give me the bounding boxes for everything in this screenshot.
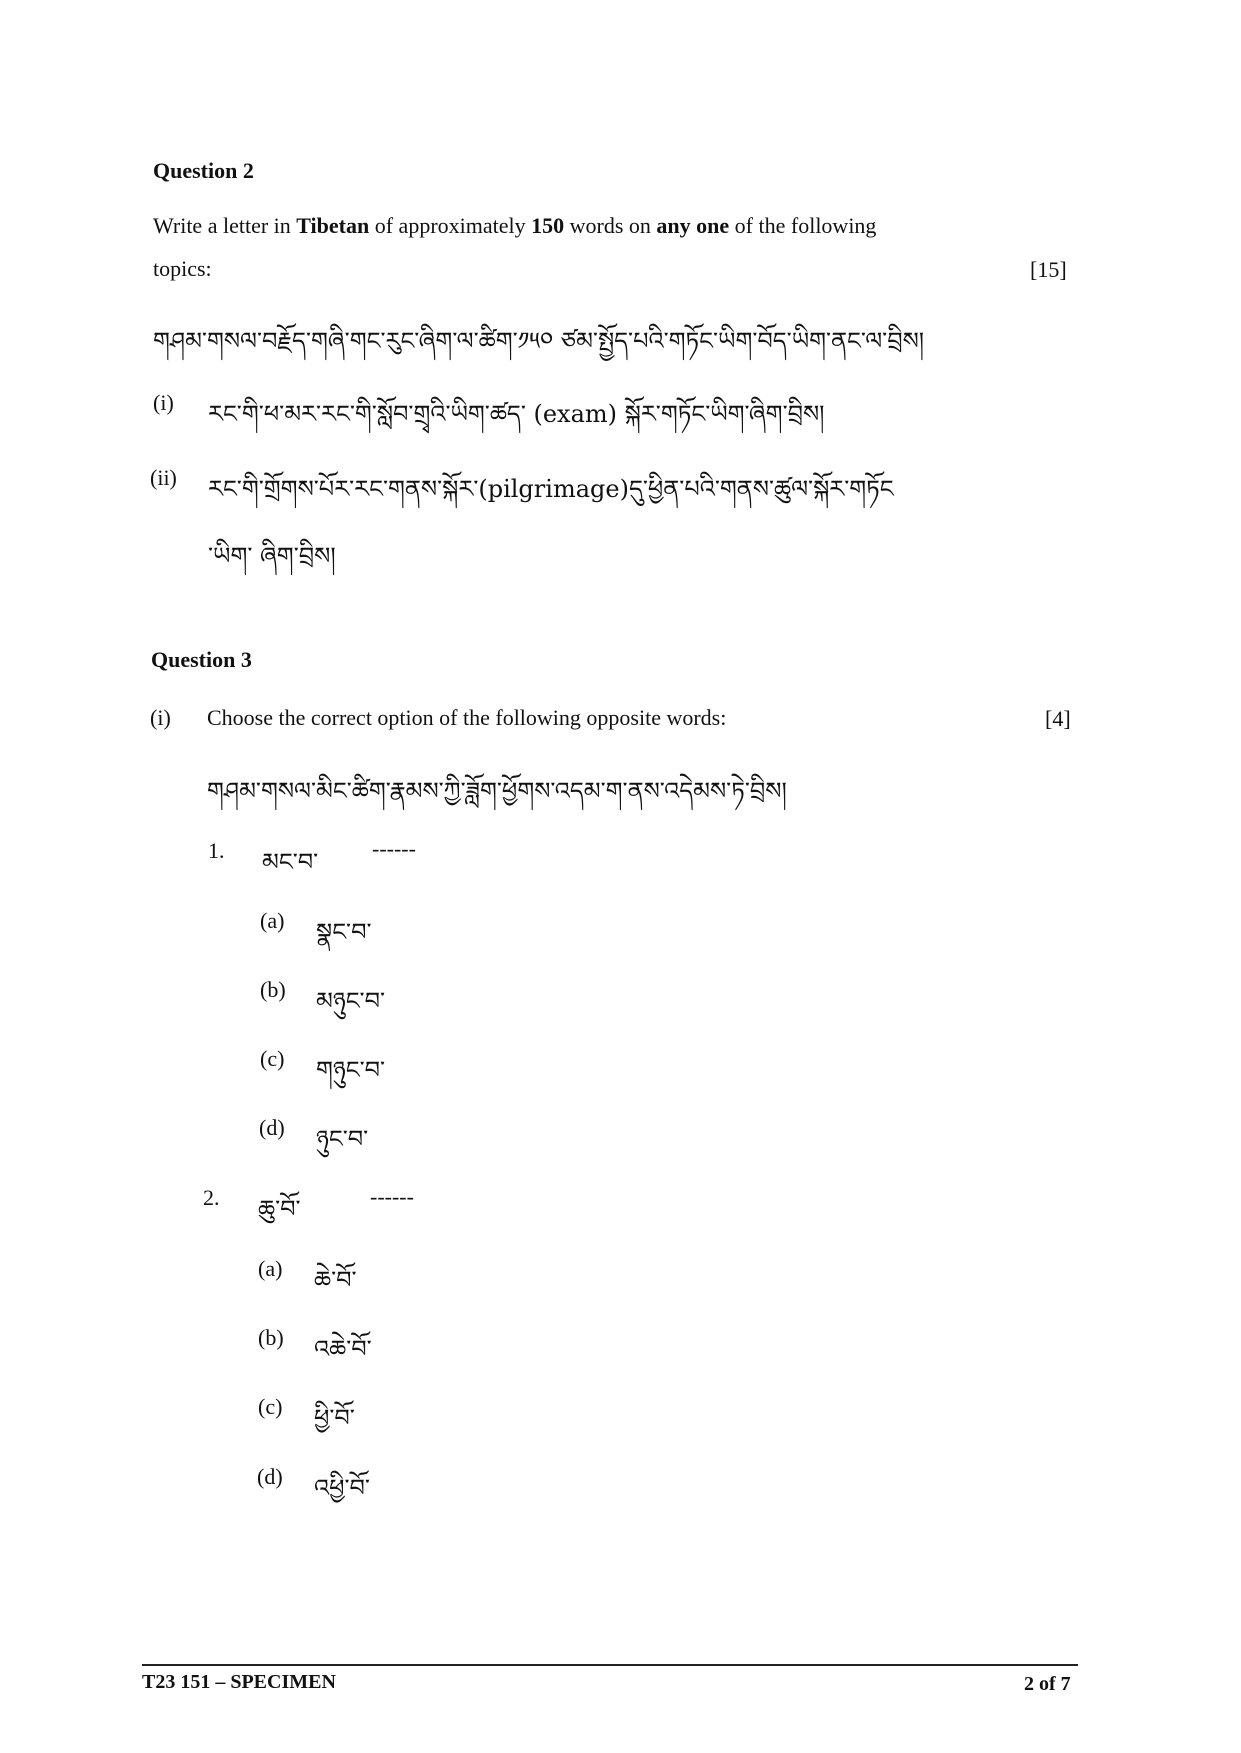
item-2-option-c-label: (c) [258,1394,283,1419]
question-3-heading: Question 3 [151,647,252,672]
item-2-option-d-text: འཕྱི་བོ་ [314,1474,370,1502]
item-1-option-c-label: (c) [260,1046,285,1071]
item-1-option-d-label: (d) [259,1115,285,1140]
item-2-option-a-label: (a) [258,1256,283,1281]
question-2-tibetan-instruction: གཤམ་གསལ་བརྗོད་གཞི་གང་རུང་ཞིག་ལ་ཚིག་༡༥༠ ཙམ་སྤྱོད་པའི་གཏོང་ཡིག་བོད་ཡིག་ནང་ལ་བྲིས། [153,327,925,355]
instruction-emphasis: any one [656,213,730,238]
item-2-option-b-label: (b) [258,1325,284,1350]
question-2-instruction-line2: topics: [153,256,212,281]
item-2-word: ཆུ་བོ་ [258,1195,301,1223]
item-1-word: མང་བ་ [262,848,319,876]
item-2-option-b-text: འཆེ་བོ་ [314,1335,372,1363]
topic-2-label: (ii) [150,465,177,490]
topic-1-text: རང་གི་ཕ་མར་རང་གི་སློབ་གྲྭའི་ཡིག་ཚད་ (exam) སྐོར་གཏོང་ཡིག་ཞིག་བྲིས། [208,400,825,428]
topic-2-text-line2: ་ཡིག་ ཞིག་བྲིས། [208,542,336,570]
topic-2-text-line1: རང་གི་གྲོགས་པོར་རང་གནས་སྐོར་(pilgrimage)དུ་ཕྱིན་པའི་གནས་ཚུལ་སྐོར་གཏོང [208,475,894,503]
instruction-text: Write a letter in [153,213,297,238]
item-1-option-b-text: མཉུང་བ་ [316,987,385,1015]
question-3-instruction: Choose the correct option of the following opposite words: [207,705,727,730]
item-1-blank: ------ [372,836,416,861]
topic-1-label: (i) [153,390,174,415]
item-2-number: 2. [203,1185,220,1210]
question-2-marks: [15] [1030,257,1067,282]
question-3-part-label: (i) [150,705,171,730]
item-2-option-d-label: (d) [257,1464,283,1489]
item-2-blank: ------ [370,1184,414,1209]
item-2-option-a-text: ཆེ་བོ་ [314,1266,357,1294]
question-3-marks: [4] [1045,706,1071,731]
footer-divider [142,1664,1078,1666]
instruction-text: of approximately [369,213,532,238]
question-3-tibetan-instruction: གཤམ་གསལ་མིང་ཚིག་རྣམས་ཀྱི་ཟློག་ཕྱོགས་འདམ་ག་ནས་འདེམས་ཏེ་བྲིས། [207,777,787,805]
item-1-option-a-text: སྣང་བ་ [316,918,372,946]
item-2-option-c-text: ཕྱི་བོ་ [314,1404,355,1432]
item-1-number: 1. [208,838,225,863]
item-1-option-a-label: (a) [260,908,285,933]
question-2-instruction-line1 [153,213,876,239]
instruction-language: Tibetan [296,213,370,238]
item-1-option-b-label: (b) [260,977,286,1002]
footer-page-number: 2 of 7 [1024,1673,1071,1695]
item-1-option-c-text: གཉུང་བ་ [316,1056,386,1084]
instruction-text: of the following [729,213,877,238]
instruction-word-count: 150 [531,213,565,238]
footer-paper-code: T23 151 – SPECIMEN [142,1671,336,1693]
instruction-text: words on [564,213,657,238]
question-2-heading: Question 2 [153,158,254,183]
item-1-option-d-text: ཉུང་བ་ [316,1125,369,1153]
